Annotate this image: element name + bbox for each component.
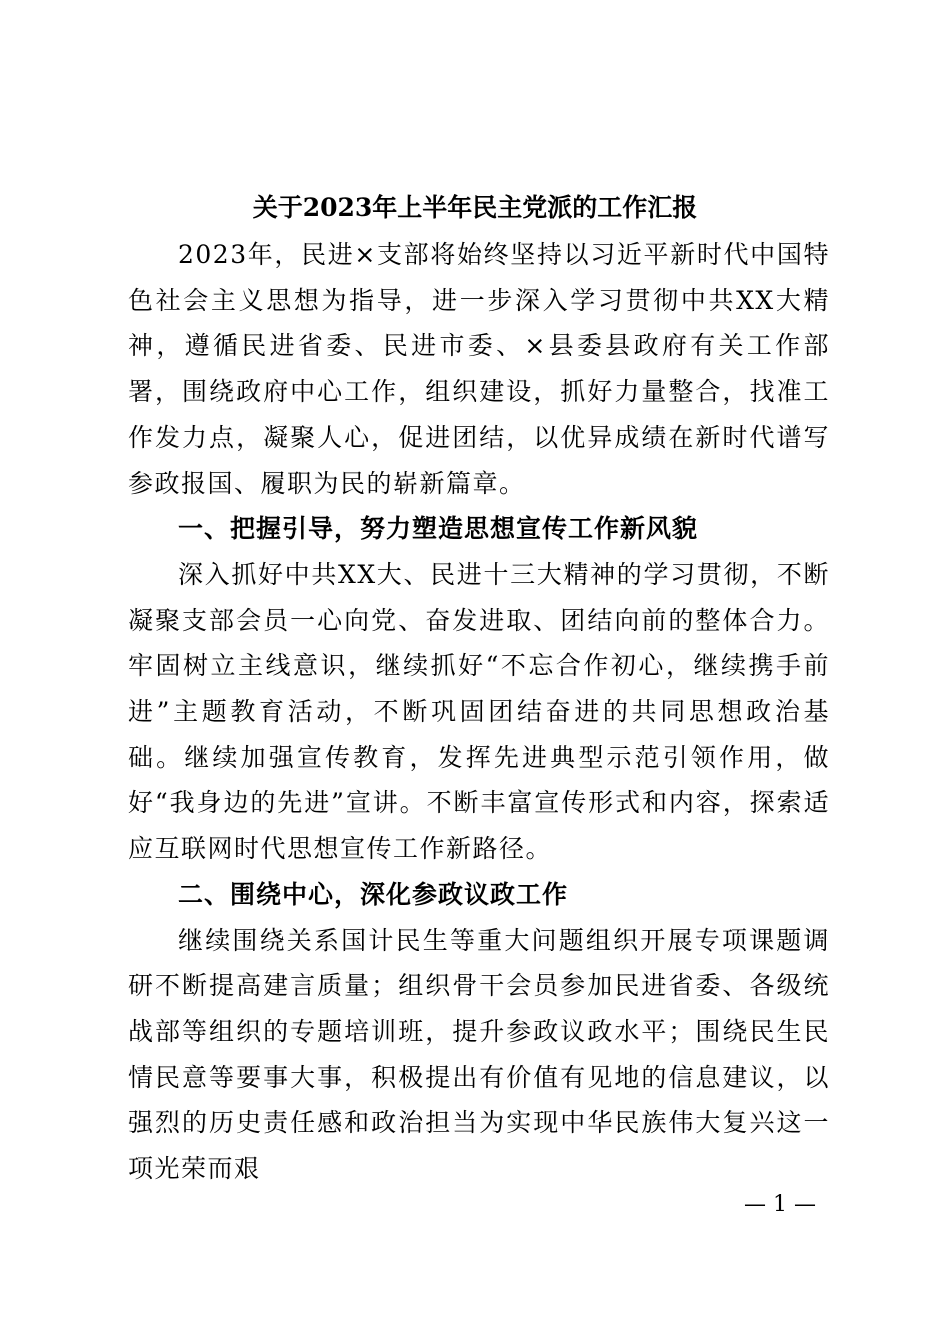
document-body (128, 232, 830, 1192)
intro-paragraph: 2023年，民进×支部将始终坚持以习近平新时代中国特色社会主义思想为指导，进一步深入学习贯彻中共XX大精神，遵循民进省委、民进市委、×县委县政府有关工作部署，围绕政府中心工作，组织建设，抓好力量整合，找准工作发力点，凝聚人心，促进团结，以优异成绩在新时代谱写参政报国、履职为民的崭新篇章。 (128, 240, 830, 498)
section-1-heading: 一、把握引导，努力塑造思想宣传工作新风貌 (178, 514, 699, 544)
page-number: — 1 — (744, 1192, 816, 1217)
section-2-body: 继续围绕关系国计民生等重大问题组织开展专项课题调研不断提高建言质量；组织骨干会员参加民进省委、各级统战部等组织的专题培训班，提升参政议政水平；围绕民生民情民意等要事大事，积极提出有价值有见地的信息建议，以强烈的历史责任感和政治担当为实现中华民族伟大复兴这一项光荣而艰 (128, 925, 830, 1184)
document-title: 关于2023年上半年民主党派的工作汇报 (252, 193, 698, 222)
section-2-heading: 二、围绕中心，深化参政议政工作 (178, 879, 569, 909)
section-1-body: 深入抓好中共XX大、民进十三大精神的学习贯彻，不断凝聚支部会员一心向党、奋发进取、团结向前的整体合力。牢固树立主线意识，继续抓好“不忘合作初心，继续携手前进”主题教育活动，不断巩固团结奋进的共同思想政治基础。继续加强宣传教育，发挥先进典型示范引领作用，做好“我身边的先进”宣讲。不断丰富宣传形式和内容，探索适应互联网时代思想宣传工作新路径。 (128, 559, 830, 864)
